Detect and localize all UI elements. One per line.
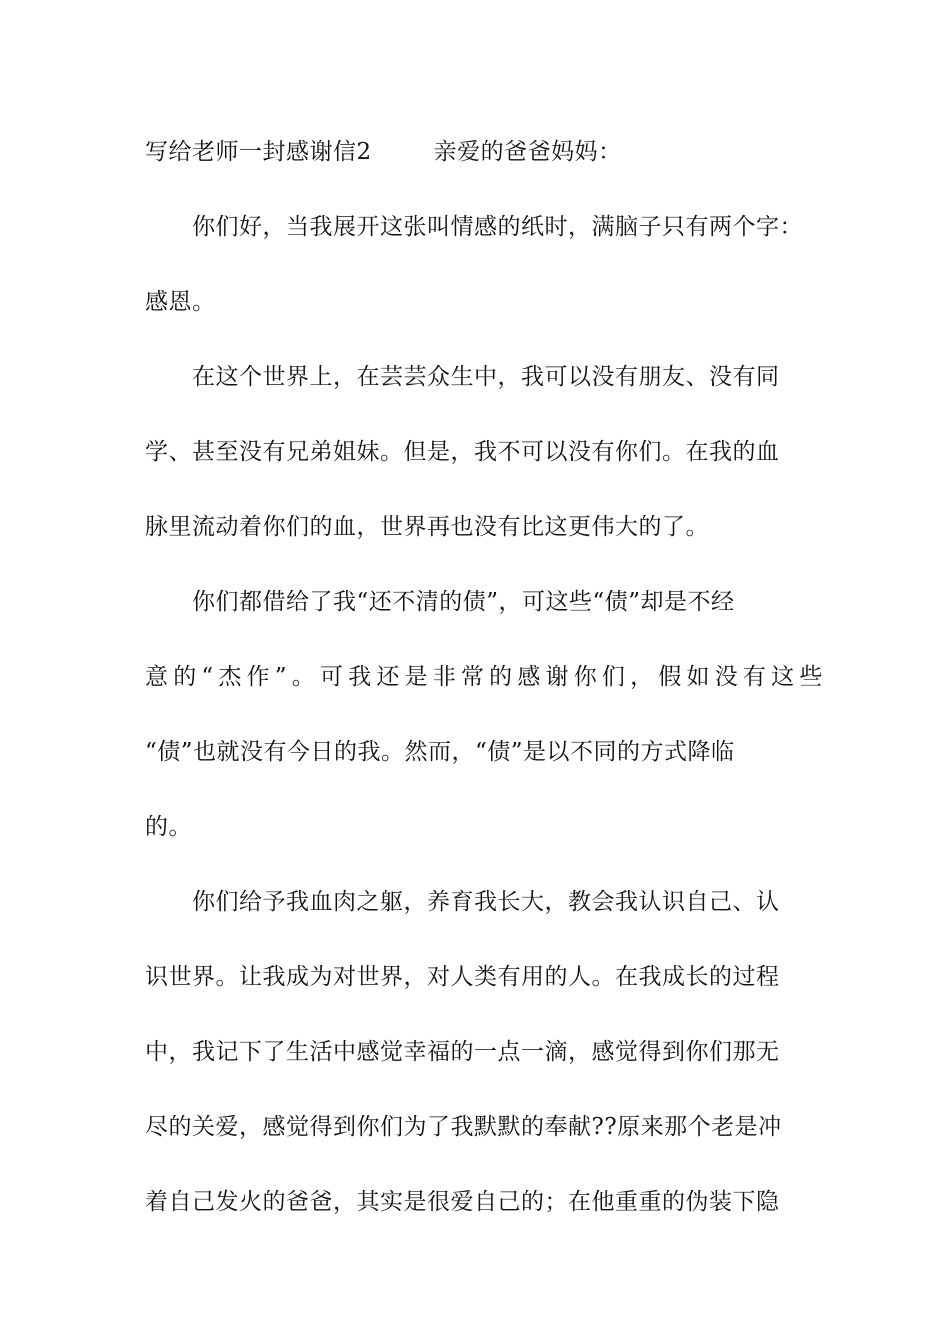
paragraph-line: “债”也就没有今日的我。然而，“债”是以不同的方式降临 <box>145 739 735 765</box>
paragraph-line: 在这个世界上，在芸芸众生中，我可以没有朋友、没有同 <box>192 364 780 390</box>
paragraph-line: 你们给予我血肉之躯，养育我长大，教会我认识自己、认 <box>192 889 780 915</box>
paragraph-line: 感恩。 <box>145 289 216 315</box>
paragraph-line: 你们都借给了我“还不清的债”，可这些“债”却是不经 <box>192 589 735 615</box>
paragraph-line: 的。 <box>145 814 192 840</box>
letter-salutation: 亲爱的爸爸妈妈： <box>433 139 622 165</box>
letter-heading: 写给老师一封感谢信2 <box>145 139 372 165</box>
paragraph-line: 你们好，当我展开这张叫情感的纸时，满脑子只有两个字： <box>192 214 803 240</box>
paragraph-line: 意的“杰作”。可我还是非常的感谢你们，假如没有这些 <box>145 664 828 690</box>
paragraph-line: 学、甚至没有兄弟姐妹。但是，我不可以没有你们。在我的血 <box>145 439 780 465</box>
paragraph-line: 脉里流动着你们的血，世界再也没有比这更伟大的了。 <box>145 514 709 540</box>
paragraph-line: 识世界。让我成为对世界，对人类有用的人。在我成长的过程 <box>145 964 780 990</box>
paragraph-line: 尽的关爱，感觉得到你们为了我默默的奉献??原来那个老是冲 <box>145 1114 782 1140</box>
paragraph-line: 中，我记下了生活中感觉幸福的一点一滴，感觉得到你们那无 <box>145 1039 780 1065</box>
paragraph-line: 着自己发火的爸爸，其实是很爱自己的；在他重重的伪装下隐 <box>145 1189 780 1215</box>
heading-line <box>145 137 805 167</box>
